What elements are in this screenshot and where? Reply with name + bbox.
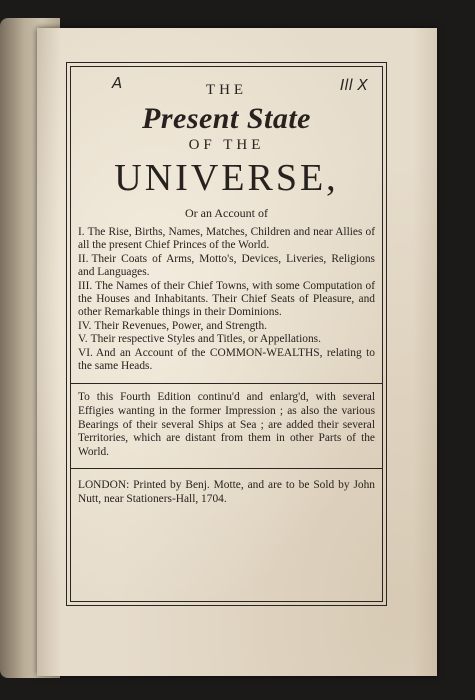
item-text: The Rise, Births, Names, Matches, Children and near Allies of all the present Chief Princes of the World.	[78, 226, 375, 252]
item-text: Their Coats of Arms, Motto's, Devices, Liveries, Religions and Languages.	[78, 252, 375, 279]
list-item	[78, 333, 375, 346]
handwritten-mark-right: Ill X	[340, 76, 368, 94]
list-item	[78, 347, 375, 374]
item-number: V.	[78, 333, 88, 346]
item-text: Their Revenues, Power, and Strength.	[94, 319, 267, 332]
list-item	[78, 226, 375, 253]
subtitle-account-of: Or an Account of	[185, 206, 268, 220]
item-number: VI.	[78, 346, 93, 359]
title-the: THE	[205, 82, 248, 98]
item-text: Their respective Styles and Titles, or Appellations.	[90, 333, 321, 346]
contents-list	[78, 226, 375, 373]
title-universe: UNIVERSE,	[114, 157, 339, 199]
list-item	[78, 320, 375, 333]
section-divider	[70, 468, 383, 469]
item-number: II.	[78, 252, 89, 265]
item-text: And an Account of the COMMON-WEALTHS, relating to the same Heads.	[78, 346, 375, 373]
title-present-state: Present State	[142, 102, 311, 135]
title-page-content	[78, 82, 375, 506]
list-item	[78, 253, 375, 280]
imprint: LONDON: Printed by Benj. Motte, and are to be Sold by John Nutt, near Stationers-Hall, 1704.	[78, 479, 375, 506]
item-text: The Names of their Chief Towns, with some Computation of the Houses and Inhabitants. Their Chief Seats of Pleasure, and other Remarkable things in their Dominions.	[78, 279, 375, 319]
item-number: III.	[78, 279, 93, 292]
item-number: IV.	[78, 319, 92, 332]
item-number: I.	[78, 226, 85, 238]
section-divider	[70, 383, 383, 384]
title-of-the: OF THE	[188, 137, 265, 153]
edition-note: To this Fourth Edition continu'd and enlarg'd, with several Effigies wanting in the former Impression ; as also the various Bearings of their several Ships at Sea ; are added their several Territories, which are distant from them in other Parts of the World.	[78, 391, 375, 458]
handwritten-mark-left: A	[112, 74, 123, 92]
list-item	[78, 280, 375, 320]
